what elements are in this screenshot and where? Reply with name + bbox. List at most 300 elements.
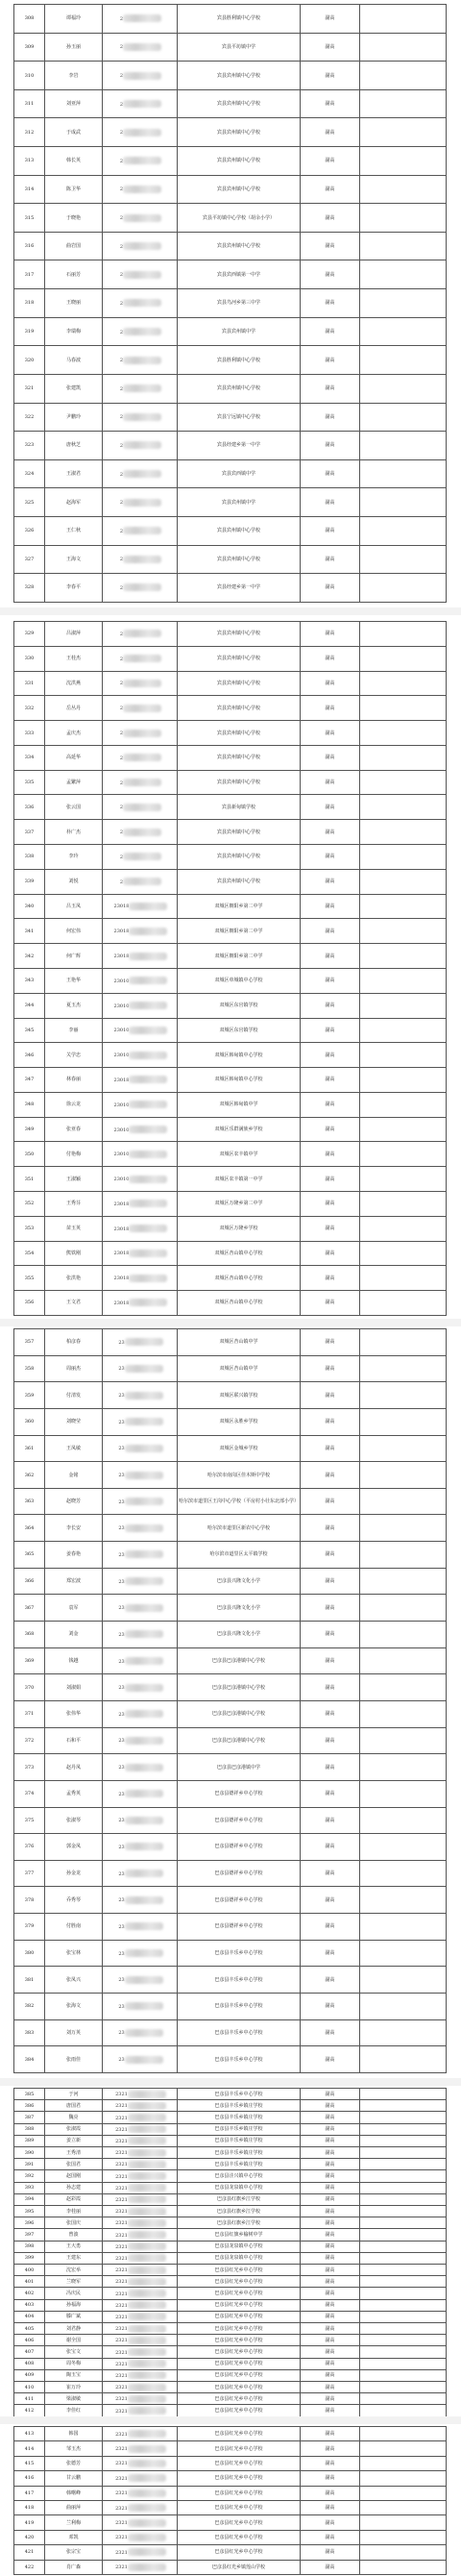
table-row <box>14 845 447 870</box>
cell-number: 328 <box>14 574 45 603</box>
redaction-blur <box>128 2548 166 2556</box>
cell-school: 巴彦县红光乡中心学校 <box>178 2393 301 2405</box>
redaction-blur <box>128 2231 166 2239</box>
cell-number: 386 <box>14 2100 45 2112</box>
cell-title: 副高 <box>301 1068 360 1093</box>
cell-school: 双城区杏山镇中心学校 <box>178 1241 301 1266</box>
cell-id-number <box>103 745 178 770</box>
cell-id-number <box>103 1117 178 1142</box>
redaction-blur <box>123 878 161 885</box>
cell-extra <box>360 944 447 969</box>
redaction-blur <box>128 2301 166 2309</box>
cell-school: 巴彦县红光乡中心学校 <box>178 2288 301 2299</box>
cell-number: 351 <box>14 1167 45 1192</box>
redaction-blur <box>123 299 161 307</box>
id-visible-prefix: 2321 <box>115 2220 128 2227</box>
cell-name: 周冬梅 <box>45 2358 103 2369</box>
cell-extra <box>360 346 447 375</box>
table-row <box>14 175 447 204</box>
cell-id-number <box>103 646 178 671</box>
cell-extra <box>360 2100 447 2112</box>
cell-name: 苗玉英 <box>45 1216 103 1241</box>
cell-id-number <box>103 2123 178 2135</box>
cell-title: 副高 <box>301 1887 360 1914</box>
cell-title: 副高 <box>301 745 360 770</box>
cell-number: 393 <box>14 2182 45 2193</box>
cell-name: 王艳华 <box>45 968 103 993</box>
cell-title: 副高 <box>301 2323 360 2335</box>
table-row <box>14 1834 447 1861</box>
id-visible-prefix: 23 <box>118 1685 125 1692</box>
cell-school: 巴彦县红光乡中心学校 <box>178 2299 301 2311</box>
cell-name: 孟繁萍 <box>45 770 103 795</box>
cell-id-number <box>103 1542 178 1569</box>
cell-number: 343 <box>14 968 45 993</box>
cell-school: 巴彦县丰乐乡镇庄学校 <box>178 2159 301 2170</box>
cell-title: 副高 <box>301 1018 360 1043</box>
table-row <box>14 1191 447 1216</box>
document-page <box>0 2082 461 2420</box>
cell-name: 张亚春 <box>45 1117 103 1142</box>
cell-title: 副高 <box>301 2288 360 2299</box>
cell-id-number <box>103 869 178 894</box>
table-row <box>14 459 447 488</box>
table-row <box>14 2252 447 2264</box>
table-row <box>14 869 447 894</box>
id-visible-prefix: 2 <box>119 879 124 885</box>
id-visible-prefix: 23 <box>118 1499 125 1505</box>
cell-title: 副高 <box>301 1914 360 1941</box>
cell-id-number <box>103 204 178 233</box>
cell-title: 副高 <box>301 2486 360 2500</box>
id-visible-prefix: 23010 <box>113 1028 130 1034</box>
cell-name: 王淑君 <box>45 459 103 488</box>
cell-id-number <box>103 2323 178 2335</box>
cell-name: 李佳红 <box>45 2405 103 2416</box>
cell-number: 382 <box>14 1994 45 2020</box>
cell-extra <box>360 622 447 647</box>
id-visible-prefix: 2 <box>119 130 124 136</box>
cell-school: 宾县宾州镇中心学校 <box>178 175 301 204</box>
cell-title: 副高 <box>301 2123 360 2135</box>
cell-name: 周丽杰 <box>45 1355 103 1382</box>
id-visible-prefix: 23 <box>118 1738 125 1745</box>
table-row <box>14 2193 447 2205</box>
cell-id-number <box>103 1994 178 2020</box>
table-row <box>14 2530 447 2544</box>
cell-number: 330 <box>14 646 45 671</box>
cell-name: 张宗宝 <box>45 2545 103 2560</box>
cell-number: 346 <box>14 1043 45 1068</box>
cell-school: 巴彦县兴隆文化小学 <box>178 1595 301 1622</box>
id-visible-prefix: 2 <box>119 414 124 421</box>
table-row <box>14 374 447 403</box>
page-separator <box>0 607 461 615</box>
table-row <box>14 1647 447 1674</box>
cell-title: 副高 <box>301 346 360 375</box>
id-visible-prefix: 23 <box>118 1658 125 1665</box>
cell-school: 巴彦县龙泉镇中心学校 <box>178 2241 301 2252</box>
cell-title: 副高 <box>301 147 360 176</box>
cell-extra <box>360 2276 447 2288</box>
cell-id-number <box>103 1018 178 1043</box>
table-row <box>14 671 447 696</box>
redaction-blur <box>128 2325 166 2333</box>
table-row <box>14 2471 447 2486</box>
cell-number: 392 <box>14 2170 45 2182</box>
cell-school: 双城区永胜乡学校 <box>178 1408 301 1435</box>
cell-name: 石丽芳 <box>45 260 103 289</box>
cell-school: 巴彦县红光乡中心学校 <box>178 2545 301 2560</box>
redaction-blur <box>125 1922 163 1930</box>
id-visible-prefix: 23 <box>118 1870 125 1877</box>
cell-title: 副高 <box>301 820 360 845</box>
redaction-blur <box>129 1176 167 1183</box>
cell-number: 372 <box>14 1727 45 1754</box>
table-row <box>14 1542 447 1569</box>
cell-school: 巴彦县龙泉镇中心学校 <box>178 2182 301 2193</box>
cell-id-number <box>103 2346 178 2358</box>
cell-title: 副高 <box>301 1142 360 1167</box>
cell-number: 389 <box>14 2135 45 2146</box>
cell-id-number <box>103 2335 178 2346</box>
cell-school: 巴彦县红光乡中心学校 <box>178 2405 301 2416</box>
cell-id-number <box>103 374 178 403</box>
cell-school: 巴彦县丰乐乡镇庄学校 <box>178 2123 301 2135</box>
cell-title: 副高 <box>301 2159 360 2170</box>
cell-id-number <box>103 1595 178 1622</box>
cell-title: 副高 <box>301 2560 360 2574</box>
cell-extra <box>360 2405 447 2416</box>
cell-name: 王海文 <box>45 545 103 574</box>
cell-title: 副高 <box>301 1408 360 1435</box>
cell-extra <box>360 919 447 944</box>
redaction-blur <box>123 730 161 737</box>
cell-name: 付胜南 <box>45 1914 103 1941</box>
cell-number: 375 <box>14 1807 45 1834</box>
cell-number: 367 <box>14 1595 45 1622</box>
cell-name: 赵海军 <box>45 488 103 517</box>
cell-id-number <box>103 1092 178 1117</box>
cell-title: 副高 <box>301 795 360 820</box>
cell-extra <box>360 516 447 545</box>
redaction-blur <box>129 1076 167 1083</box>
cell-school: 巴彦县丰乐乡镇庄学校 <box>178 2147 301 2159</box>
table-row <box>14 346 447 375</box>
cell-id-number <box>103 2427 178 2441</box>
table-row <box>14 1266 447 1291</box>
table-row <box>14 968 447 993</box>
cell-school: 巴彦县红光乡中心学校 <box>178 2427 301 2441</box>
id-visible-prefix: 2321 <box>115 2564 128 2571</box>
cell-extra <box>360 1887 447 1914</box>
cell-title: 副高 <box>301 2441 360 2456</box>
table-row <box>14 2486 447 2500</box>
cell-school: 巴彦县巴彦港镇中心学校 <box>178 1647 301 1674</box>
cell-extra <box>360 2560 447 2574</box>
cell-extra <box>360 1860 447 1887</box>
cell-number: 421 <box>14 2545 45 2560</box>
cell-id-number <box>103 2089 178 2100</box>
redaction-blur <box>129 1126 167 1133</box>
redaction-blur <box>123 100 161 108</box>
cell-school: 宾县宾州镇中心学校 <box>178 147 301 176</box>
redaction-blur <box>125 1949 163 1957</box>
cell-number: 370 <box>14 1674 45 1701</box>
cell-id-number <box>103 2170 178 2182</box>
cell-school: 巴彦县红光乡中心学校 <box>178 2500 301 2514</box>
cell-school: 宾县宾州镇中心学校 <box>178 232 301 260</box>
cell-title: 副高 <box>301 2170 360 2182</box>
cell-id-number <box>103 1967 178 1994</box>
cell-extra <box>360 260 447 289</box>
id-visible-prefix: 23 <box>118 2003 125 2010</box>
cell-extra <box>360 1914 447 1941</box>
cell-extra <box>360 1700 447 1727</box>
redaction-blur <box>128 2266 166 2274</box>
redaction-blur <box>128 2519 166 2527</box>
cell-number: 314 <box>14 175 45 204</box>
cell-title: 副高 <box>301 1568 360 1595</box>
cell-name: 李玲 <box>45 845 103 870</box>
cell-number: 373 <box>14 1754 45 1781</box>
cell-number: 361 <box>14 1435 45 1462</box>
cell-school: 巴彦县红光乡镇莲山学校 <box>178 2560 301 2574</box>
cell-extra <box>360 795 447 820</box>
cell-title: 副高 <box>301 1043 360 1068</box>
cell-school: 双城区韩甸镇中心学校 <box>178 1043 301 1068</box>
cell-extra <box>360 2193 447 2205</box>
cell-school: 巴彦县丰乐乡镇庄学校 <box>178 2100 301 2112</box>
redaction-blur <box>123 754 161 761</box>
table-row <box>14 2265 447 2276</box>
table-row <box>14 1167 447 1192</box>
page-separator <box>0 1319 461 1326</box>
table-row <box>14 1291 447 1316</box>
cell-name: 王秀清 <box>45 2147 103 2159</box>
cell-name: 韩国 <box>45 2427 103 2441</box>
table-row <box>14 2217 447 2229</box>
cell-name: 唐秋芝 <box>45 432 103 460</box>
table-row <box>14 2515 447 2530</box>
table-row <box>14 1860 447 1887</box>
cell-id-number <box>103 2046 178 2073</box>
id-visible-prefix: 2321 <box>115 2349 128 2356</box>
redaction-blur <box>128 2534 166 2541</box>
cell-extra <box>360 2182 447 2193</box>
cell-school: 巴彦县丰乐乡中心学校 <box>178 2046 301 2073</box>
cell-name: 陶玉宝 <box>45 2369 103 2381</box>
cell-title: 副高 <box>301 2335 360 2346</box>
redaction-blur <box>128 2278 166 2286</box>
cell-id-number <box>103 2299 178 2311</box>
table-row <box>14 2112 447 2123</box>
cell-id-number <box>103 1408 178 1435</box>
redaction-blur <box>125 1737 163 1745</box>
cell-number: 339 <box>14 869 45 894</box>
table-row <box>14 1068 447 1093</box>
redaction-blur <box>123 43 161 51</box>
cell-name: 曲丽萍 <box>45 2500 103 2514</box>
table-row <box>14 1355 447 1382</box>
cell-name: 徐云龙 <box>45 1092 103 1117</box>
cell-school: 巴彦县红光乡中心学校 <box>178 2471 301 2486</box>
cell-title: 副高 <box>301 646 360 671</box>
cell-title: 副高 <box>301 1940 360 1967</box>
cell-number: 364 <box>14 1515 45 1542</box>
id-visible-prefix: 2321 <box>115 2126 128 2133</box>
id-visible-prefix: 2321 <box>115 2549 128 2556</box>
table-row <box>14 1382 447 1409</box>
cell-extra <box>360 1994 447 2020</box>
cell-extra <box>360 1241 447 1266</box>
table-row <box>14 1622 447 1648</box>
cell-number: 368 <box>14 1622 45 1648</box>
id-visible-prefix: 23 <box>118 1419 125 1425</box>
cell-school: 宾县宾州镇中心学校 <box>178 721 301 746</box>
cell-id-number <box>103 2135 178 2146</box>
cell-id-number <box>103 574 178 603</box>
id-visible-prefix: 2321 <box>115 2520 128 2527</box>
table-row <box>14 289 447 318</box>
redaction-blur <box>123 630 161 637</box>
cell-extra <box>360 232 447 260</box>
cell-extra <box>360 1117 447 1142</box>
cell-number: 384 <box>14 2046 45 2073</box>
cell-title: 副高 <box>301 574 360 603</box>
cell-extra <box>360 869 447 894</box>
cell-id-number <box>103 2515 178 2530</box>
cell-id-number <box>103 2486 178 2500</box>
id-visible-prefix: 23 <box>118 1631 125 1638</box>
cell-number: 333 <box>14 721 45 746</box>
cell-id-number <box>103 2358 178 2369</box>
cell-extra <box>360 1018 447 1043</box>
redaction-blur <box>129 1101 167 1108</box>
cell-name: 于成武 <box>45 118 103 147</box>
cell-id-number <box>103 2265 178 2276</box>
redaction-blur <box>123 779 161 786</box>
cell-school: 宾县经建乡第一中学 <box>178 574 301 603</box>
cell-number: 344 <box>14 993 45 1018</box>
cell-extra <box>360 721 447 746</box>
table-row <box>14 1515 447 1542</box>
id-visible-prefix: 2 <box>119 731 124 737</box>
cell-school: 巴彦县红光乡中心学校 <box>178 2530 301 2544</box>
redaction-blur <box>128 2313 166 2320</box>
cell-school: 双城区朝阳乡第二中学 <box>178 919 301 944</box>
cell-extra <box>360 62 447 90</box>
page-separator <box>0 2416 461 2424</box>
cell-school: 巴彦县红光乡中心学校 <box>178 2515 301 2530</box>
cell-extra <box>360 646 447 671</box>
cell-extra <box>360 1191 447 1216</box>
cell-id-number <box>103 1488 178 1515</box>
cell-extra <box>360 993 447 1018</box>
table-row <box>14 1408 447 1435</box>
cell-number: 345 <box>14 1018 45 1043</box>
table-row <box>14 1241 447 1266</box>
redaction-blur <box>123 413 161 421</box>
cell-number: 321 <box>14 374 45 403</box>
roster-table <box>13 1328 447 2073</box>
cell-school: 巴彦县兴隆文化小学 <box>178 1568 301 1595</box>
cell-title: 副高 <box>301 459 360 488</box>
cell-school: 巴彦县丰乐乡镇庄学校 <box>178 2135 301 2146</box>
cell-extra <box>360 1092 447 1117</box>
cell-id-number <box>103 2393 178 2405</box>
cell-number: 413 <box>14 2427 45 2441</box>
cell-extra <box>360 1834 447 1861</box>
cell-number: 394 <box>14 2193 45 2205</box>
table-row <box>14 2358 447 2369</box>
table-row <box>14 2046 447 2073</box>
cell-name: 姜立新 <box>45 2135 103 2146</box>
cell-extra <box>360 2346 447 2358</box>
cell-title: 副高 <box>301 869 360 894</box>
cell-name: 沈洪燕 <box>45 671 103 696</box>
cell-id-number <box>103 459 178 488</box>
redaction-blur <box>123 242 161 250</box>
cell-name: 王凤敏 <box>45 1435 103 1462</box>
cell-id-number <box>103 721 178 746</box>
cell-title: 副高 <box>301 845 360 870</box>
id-visible-prefix: 2321 <box>115 2173 128 2180</box>
cell-number: 350 <box>14 1142 45 1167</box>
id-visible-prefix: 2321 <box>115 2372 128 2379</box>
cell-id-number <box>103 2369 178 2381</box>
cell-extra <box>360 2229 447 2241</box>
redaction-blur <box>129 977 167 984</box>
cell-name: 孙金龙 <box>45 1860 103 1887</box>
id-visible-prefix: 2 <box>119 385 124 392</box>
roster-table <box>13 2426 447 2575</box>
cell-extra <box>360 2530 447 2544</box>
id-visible-prefix: 2321 <box>115 2150 128 2157</box>
cell-school: 宾县宾州镇中心学校 <box>178 696 301 721</box>
cell-number: 325 <box>14 488 45 517</box>
cell-name: 姜春艳 <box>45 1542 103 1569</box>
cell-extra <box>360 147 447 176</box>
cell-name: 张宝文 <box>45 2346 103 2358</box>
cell-title: 副高 <box>301 488 360 517</box>
cell-id-number <box>103 894 178 919</box>
cell-id-number <box>103 2530 178 2544</box>
id-visible-prefix: 2 <box>119 158 124 164</box>
cell-title: 副高 <box>301 671 360 696</box>
cell-school: 宾县宾州镇中心学校 <box>178 545 301 574</box>
cell-title: 副高 <box>301 2393 360 2405</box>
cell-id-number <box>103 2147 178 2159</box>
cell-name: 朴广杰 <box>45 820 103 845</box>
cell-number: 334 <box>14 745 45 770</box>
cell-id-number <box>103 1266 178 1291</box>
cell-number: 352 <box>14 1191 45 1216</box>
redaction-blur <box>125 2002 163 2010</box>
cell-id-number <box>103 1382 178 1409</box>
cell-school: 巴彦县红光乡中心学校 <box>178 2441 301 2456</box>
cell-school: 哈尔滨市道里区新农中心学校 <box>178 1515 301 1542</box>
cell-school: 哈尔滨市道里区王岗中心学校（平房村小壮东北部小学） <box>178 1488 301 1515</box>
id-visible-prefix: 2 <box>119 656 124 662</box>
cell-id-number <box>103 2405 178 2416</box>
cell-number: 408 <box>14 2358 45 2369</box>
cell-school: 巴彦县德祥乡中心学校 <box>178 1914 301 1941</box>
cell-number: 316 <box>14 232 45 260</box>
cell-extra <box>360 2471 447 2486</box>
cell-extra <box>360 1329 447 1356</box>
cell-id-number <box>103 2560 178 2574</box>
